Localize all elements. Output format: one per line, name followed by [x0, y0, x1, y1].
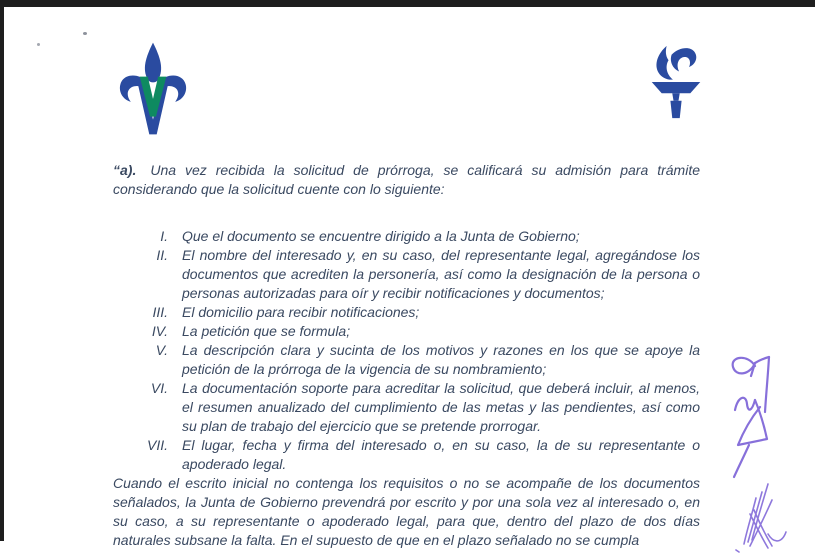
- list-item-numeral: IV.: [151, 323, 168, 339]
- closing-paragraph: Cuando el escrito inicial no contenga los requisitos o no se acompañe de los documentos señalados, la Junta de Gobierno prevendrá por escrito y por una sola vez al interesado o, en su caso, a su representante o apoderado legal, para que, dentro del plazo de dos días naturales subsane la falta. En el supuesto de que en el plazo señalado no se cumpla: [113, 475, 700, 548]
- ink-scribble-mark: [732, 482, 794, 555]
- scan-edge-top: [0, 0, 815, 7]
- list-item-numeral: VI.: [150, 380, 168, 396]
- list-item: [113, 303, 700, 322]
- intro-paragraph: [113, 161, 700, 199]
- requirements-list: [113, 227, 700, 474]
- list-item: [113, 322, 700, 341]
- clause-label: “a).: [113, 162, 137, 178]
- handwritten-initials-mark: [722, 350, 800, 482]
- list-item: [113, 379, 700, 436]
- list-item-numeral: III.: [152, 304, 168, 320]
- list-item-text: Que el documento se encuentre dirigido a la Junta de Gobierno;: [182, 228, 580, 244]
- intro-text: Una vez recibida la solicitud de prórroga, se calificará su admisión para trámite considerando que la solicitud cuente con lo siguiente:: [113, 162, 700, 197]
- list-item-text: El nombre del interesado y, en su caso, del representante legal, agregándose los documentos que acrediten la personería, así como la designación de la persona o personas autorizadas para oír y recibir notificaciones y documentos;: [182, 247, 700, 301]
- list-item: [113, 341, 700, 379]
- list-item-text: La descripción clara y sucinta de los motivos y razones en los que se apoye la petición de la prórroga de la vigencia de su nombramiento;: [182, 342, 700, 377]
- list-item: [113, 227, 700, 246]
- list-item: [113, 436, 700, 474]
- document-body: [113, 161, 700, 550]
- list-item-numeral: V.: [155, 342, 168, 358]
- list-item-numeral: II.: [156, 247, 168, 263]
- list-item-text: La petición que se formula;: [182, 323, 351, 339]
- scan-edge-left: [0, 0, 4, 541]
- torch-logo-icon: [648, 45, 704, 129]
- list-item-numeral: I.: [160, 228, 168, 244]
- scan-speck: [83, 32, 87, 35]
- list-item-text: El lugar, fecha y firma del interesado o, en su caso, la de su representante o apoderado legal.: [182, 437, 700, 472]
- list-item-text: La documentación soporte para acreditar la solicitud, que deberá incluir, al menos, el resumen anualizado del cumplimiento de las metas y las pendientes, así como su plan de trabajo del ejercicio que se pretende prorrogar.: [182, 380, 700, 434]
- list-item: [113, 246, 700, 303]
- scan-speck: [37, 43, 40, 46]
- list-item-text: El domicilio para recibir notificaciones;: [182, 304, 420, 320]
- fleur-de-lis-logo-icon: [116, 42, 190, 138]
- list-item-numeral: VII.: [146, 437, 168, 453]
